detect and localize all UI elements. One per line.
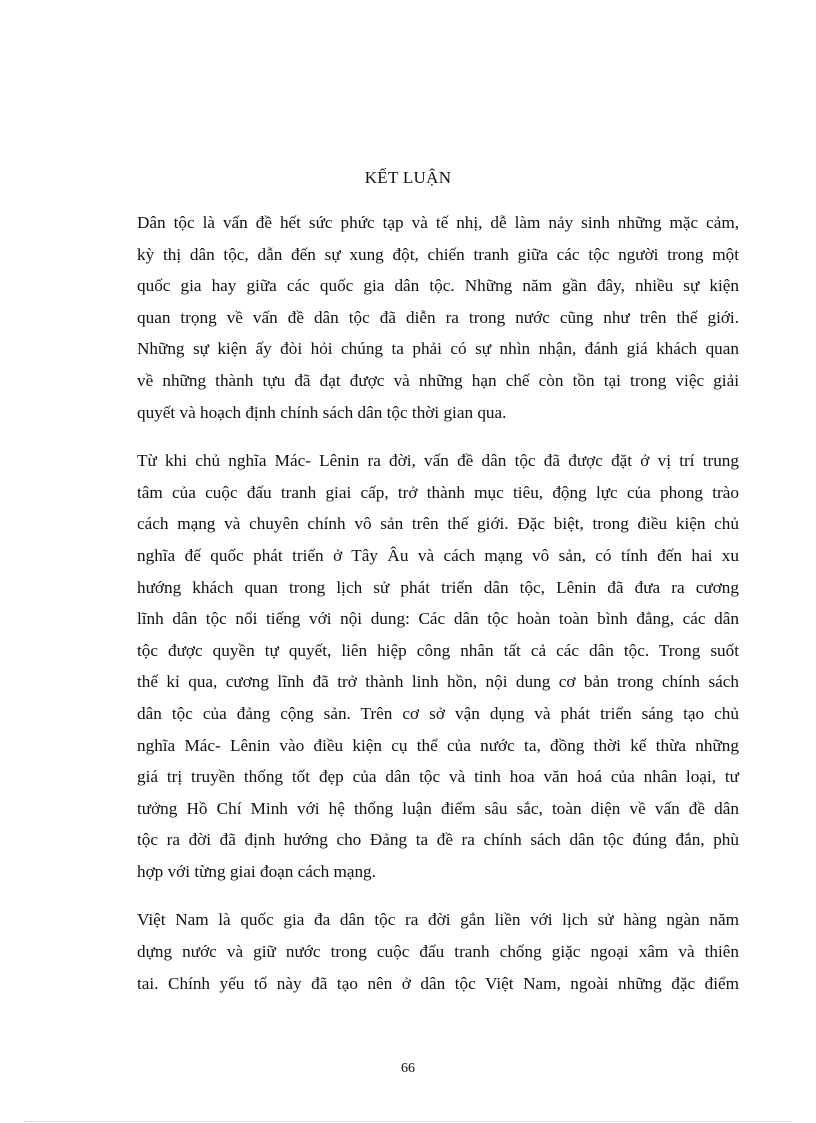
text-line: dân tộc của đảng cộng sản. Trên cơ sở vận dụng và phát triển sáng tạo chủ [137,703,739,723]
text-line: hướng khách quan trong lịch sử phát triển dân tộc, Lênin đã đưa ra cương [137,577,739,597]
text-line: tộc được quyền tự quyết, liên hiệp công nhân tất cả các dân tộc. Trong suốt [137,640,739,660]
text-line: nghĩa đế quốc phát triển ở Tây Âu và cách mạng vô sản, có tính đến hai xu [137,545,739,565]
text-line: quyết và hoạch định chính sách dân tộc thời gian qua. [137,402,507,422]
text-line: lĩnh dân tộc nổi tiếng với nội dung: Các dân tộc hoàn toàn bình đẳng, các dân [137,609,739,629]
text-line: tâm của cuộc đấu tranh giai cấp, trở thành mục tiêu, động lực của phong trào [137,482,739,502]
page-number: 66 [401,1061,415,1076]
paragraph-3 [137,904,739,999]
page-bottom-divider [24,1121,792,1122]
text-line: Dân tộc là vấn đề hết sức phức tạp và tế nhị, dễ làm nảy sinh những mặc cảm, [137,213,739,232]
text-line: Từ khi chủ nghĩa Mác- Lênin ra đời, vấn đề dân tộc đã được đặt ở vị trí trung [137,451,739,471]
text-line: quốc gia hay giữa các quốc gia dân tộc. Những năm gần đây, nhiều sự kiện [137,276,739,296]
body-text [137,207,739,1016]
text-line: giá trị truyền thống tốt đẹp của dân tộc và tinh hoa văn hoá của nhân loại, tư [137,767,739,787]
text-line: quan trọng về vấn đề dân tộc đã diễn ra trong nước cũng như trên thế giới. [137,307,739,327]
paragraph-1 [137,207,739,428]
text-line: Việt Nam là quốc gia đa dân tộc ra đời gắn liền với lịch sử hàng ngàn năm [137,910,739,930]
text-line: Những sự kiện ấy đòi hỏi chúng ta phải có sự nhìn nhận, đánh giá khách quan [137,339,739,359]
text-line: cách mạng và chuyên chính vô sản trên thế giới. Đặc biệt, trong điều kiện chủ [137,514,739,534]
text-line: thế kỉ qua, cương lĩnh đã trở thành linh hồn, nội dung cơ bản trong chính sách [137,672,739,692]
paragraph-2 [137,445,739,887]
text-line: tưởng Hồ Chí Minh với hệ thống luận điểm sâu sắc, toàn diện về vấn đề dân [137,798,739,818]
text-line: nghĩa Mác- Lênin vào điều kiện cụ thể của nước ta, đồng thời kế thừa những [137,735,739,755]
text-line: về những thành tựu đã đạt được và những hạn chế còn tồn tại trong việc giải [137,370,739,390]
section-title: KẾT LUẬN [364,168,452,187]
text-line: hợp với từng giai đoạn cách mạng. [137,861,376,881]
text-line: dựng nước và giữ nước trong cuộc đấu tranh chống giặc ngoại xâm và thiên [137,942,739,962]
text-line: tộc ra đời đã định hướng cho Đảng ta đề ra chính sách dân tộc đúng đắn, phù [137,830,739,850]
text-line: kỳ thị dân tộc, dẫn đến sự xung đột, chiến tranh giữa các tộc người trong một [137,244,739,264]
text-line: tai. Chính yếu tố này đã tạo nên ở dân tộc Việt Nam, ngoài những đặc điểm [137,973,739,993]
